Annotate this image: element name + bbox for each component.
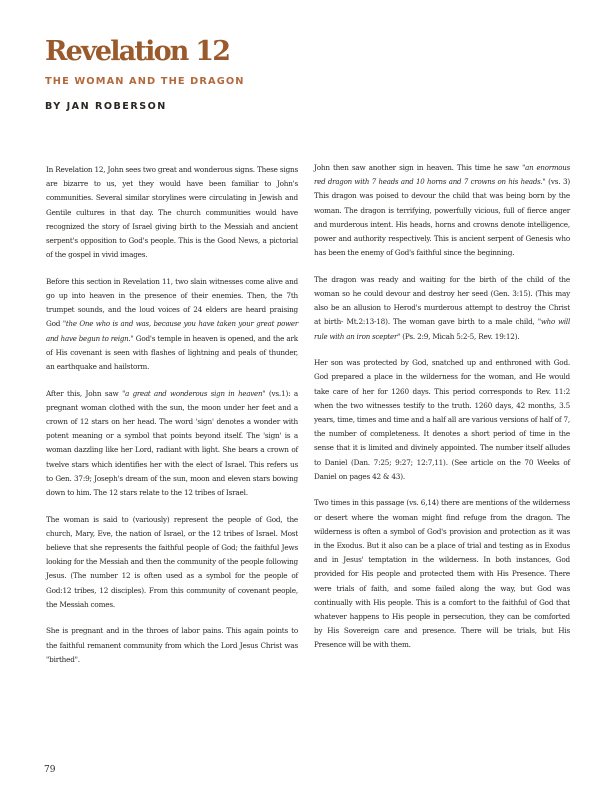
article-subtitle: THE WOMAN AND THE DRAGON [45,76,245,87]
paragraph: The woman is said to (variously) represent the people of God, the church, Mary, Eve, the nation of Israel, or the 12 tribes of Israel. Most believe that she represents the faithful people of God; the faithful Jews looking for the Messiah and then the community of the people following Jesus. (The number 12 is often used as a symbol for the people of God:12 tribes, 12 disciples). From this community of covenant people, the Messiah comes. [46,514,298,609]
paragraph [46,275,298,374]
scripture-quote: "a great and wonderous sign in heaven" [122,389,266,398]
paragraph: Her son was protected by God, snatched up and enthroned with God. God prepared a place in the wilderness for the woman, and He would take care of her for 1260 days. This period corresponds to Rev. 11:2 when the two witnesses testify to the truth. 1260 days, 42 months, 3.5 years, time, times and time and a half all are various versions of half of 7, the number of completeness. It denotes a short period of time in the sense that it is limited and divinely appointed. The number itself alludes to Daniel (Dan. 7:25; 9:27; 12:7,11). (See article on the 70 Weeks of Daniel on pages 42 & 43). [314,358,570,481]
paragraph-text: The dragon was ready and waiting for the birth of the child of the woman so he could devour and destroy her seed (Gen. 3:15). (This may also be an allusion to Herod's murderous attempt to destroy the Christ at birth- Mt.2:13-18). The woman gave birth to a male child, [314,274,570,327]
scripture-quote: "the One who is and was, because you have taken your great power and have begun to reign." [46,320,298,343]
paragraph [314,273,570,344]
paragraph [46,387,298,501]
article-title: Revelation 12 [45,36,230,67]
paragraph-text: (vs. 3) This dragon was poised to devour the child that was being born by the woman. The dragon is terrifying, powerfully vicious, full of fierce anger and murderous intent. His heads, horns and crowns denote intelligence, power and authority respectively. This is ancient serpent of Genesis who has been the enemy of God's faithful since the beginning. [314,177,570,258]
paragraph-text: (Ps. 2:9, Micah 5:2-5, Rev. 19:12). [400,331,520,341]
page-number: 79 [44,765,56,775]
scripture-quote: "who will rule with an iron scepter" [314,318,570,341]
paragraph-text: Before this section in Revelation 11, two slain witnesses come alive and go up into heaven in the presence of their enemies. Then, the 7th trumpet sounds, and the loud voices of 24 elders are heard praising God [46,276,298,329]
paragraph: In Revelation 12, John sees two great and wonderous signs. These signs are bizarre to us, yet they would have been familiar to John's communities. Several similar storylines were circulating in Jewish and Gentile cultures in that day. The church communities would have recognized the story of Israel giving birth to the Messiah and ancient serpent's opposition to God's people. This is the Good News, a pictorial of the gospel in vivid images. [46,165,298,260]
paragraph-text: (vs.1): a pregnant woman clothed with the sun, the moon under her feet and a crown of 12 stars on her head. The word 'sign' denotes a wonder with potent meaning or a symbol that points beyond itself. The 'sign' is a woman dazzling like her Lord, radiant with light. She bears a crown of twelve stars which identifies her with the elect of Israel. This refers us to Gen. 37:9; Joseph's dream of the sun, moon and eleven stars bowing down to him. The 12 stars relate to the 12 tribes of Israel. [46,388,299,498]
paragraph-text: John then saw another sign in heaven. This time he saw [314,163,523,172]
paragraph [314,161,570,260]
right-column [314,161,570,665]
paragraph: Two times in this passage (vs. 6,14) there are mentions of the wilderness or desert where the woman might find refuge from the dragon. The wilderness is often a symbol of God's provision and protection as it was in the Exodus. But it also can be a place of trial and testing as in Exodus and in Jesus' temptation in the wilderness. In both instances, God provided for His people and protected them with His Presence. There were trials of faith, and some failed along the way, but God was continually with His people. This is a comfort to the faithful of God that whatever happens to His people in persecution, they can be comforted by His Sovereign care and presence. There will be trials, but His Presence will be with them. [314,498,570,650]
author-byline: BY JAN ROBERSON [45,101,167,112]
paragraph-text: After this, John saw [46,388,123,398]
left-column [46,163,298,679]
paragraph-text: God's temple in heaven is opened, and the ark of His covenant is seen with flashes of lightning and peals of thunder, an earthquake and hailstorm. [46,333,298,372]
paragraph: She is pregnant and in the throes of labor pains. This again points to the faithful remanent community from which the Lord Jesus Christ was "birthed". [46,626,298,664]
scripture-quote: "an enormous red dragon with 7 heads and 10 horns and 7 crowns on his heads." [314,164,571,187]
